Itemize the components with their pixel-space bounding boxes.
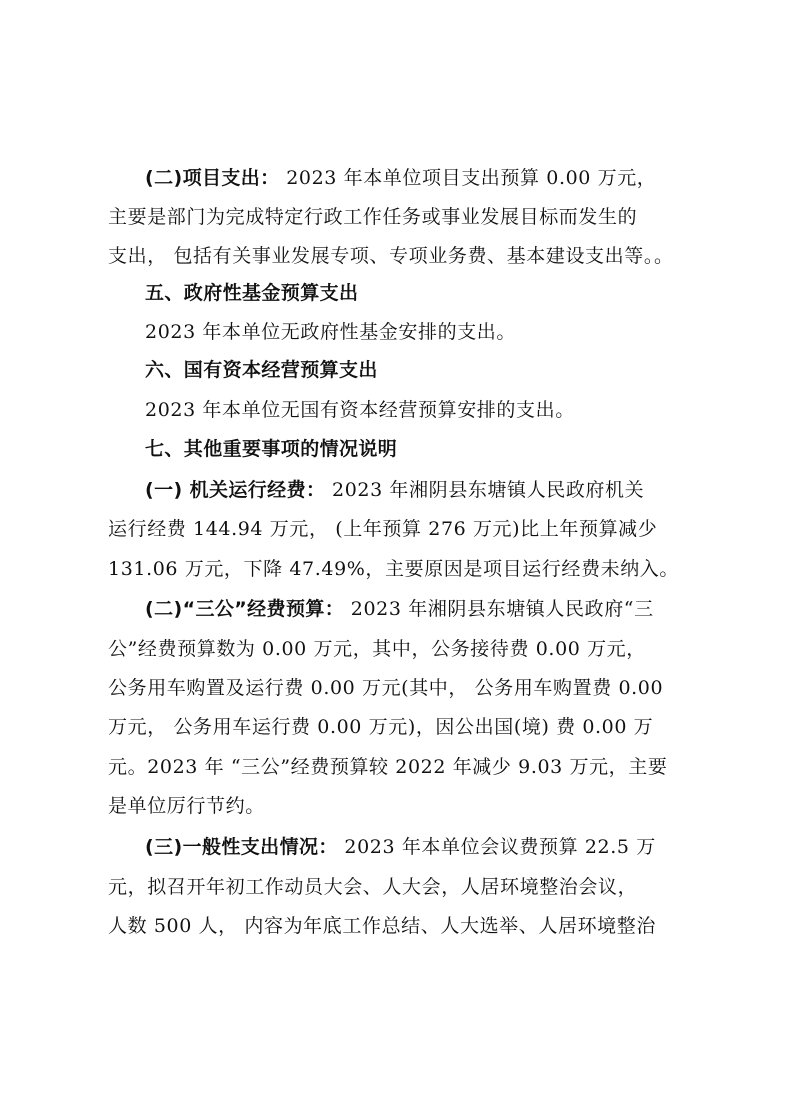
paragraph-line: 是单位厉行节约。 [108,795,265,817]
item-heading: (二)“三公”经费预算： [145,598,345,620]
section-heading: 七、其他重要事项的情况说明 [145,438,398,460]
section-heading: 六、国有资本经营预算支出 [145,359,378,381]
paragraph-text: 2023 年湘阴县东塘镇人民政府“三 [350,598,654,620]
paragraph-line [145,478,644,502]
paragraph-line: 元，拟召开年初工作动员大会、人大会，人居环境整治会议， [108,876,638,898]
paragraph-line: 公”经费预算数为 0.00 万元，其中，公务接待费 0.00 万元， [108,638,646,660]
paragraph-line: 万元， 公务用车运行费 0.00 万元)，因公出国(境) 费 0.00 万 [108,716,654,738]
paragraph-line: 2023 年本单位无国有资本经营预算安排的支出。 [145,399,575,421]
paragraph-line: 支出， 包括有关事业发展专项、专项业务费、基本建设支出等。。 [108,245,674,267]
paragraph-line: 人数 500 人， 内容为年底工作总结、人大选举、人居环境整治 [108,915,656,937]
paragraph-line [145,835,656,859]
paragraph-line: 运行经费 144.94 万元， (上年预算 276 万元)比上年预算减少 [108,518,658,540]
paragraph-line: 131.06 万元，下降 47.49%，主要原因是项目运行经费未纳入。 [108,558,680,580]
paragraph-line [145,166,656,190]
paragraph-line: 主要是部门为完成特定行政工作任务或事业发展目标而发生的 [108,206,638,228]
paragraph-line: 元。2023 年 “三公”经费预算较 2022 年减少 9.03 万元，主要 [108,756,668,778]
item-heading: (二)项目支出： [145,167,280,189]
paragraph-text: 2023 年本单位会议费预算 22.5 万 [344,836,656,858]
paragraph-text: 2023 年湘阴县东塘镇人民政府机关 [332,479,645,501]
item-heading: (一) 机关运行经费： [145,479,326,501]
section-heading: 五、政府性基金预算支出 [145,282,359,304]
paragraph-text: 2023 年本单位项目支出预算 0.00 万元， [286,167,657,189]
item-heading: (三)一般性支出情况： [145,836,338,858]
paragraph-line: 2023 年本单位无政府性基金安排的支出。 [145,321,516,343]
paragraph-line: 公务用车购置及运行费 0.00 万元(其中， 公务用车购置费 0.00 [108,677,664,699]
paragraph-line [145,597,654,621]
